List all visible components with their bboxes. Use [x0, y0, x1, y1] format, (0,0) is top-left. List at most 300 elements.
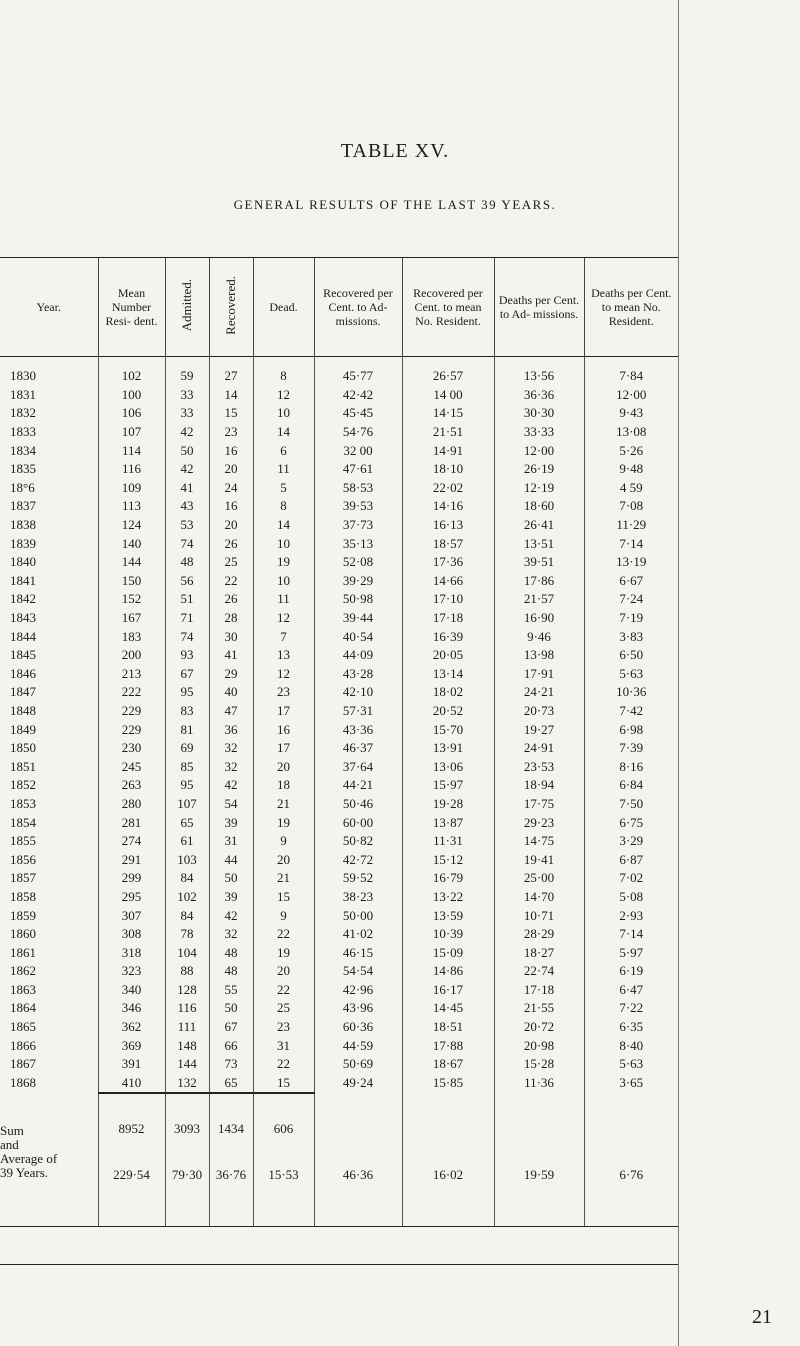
cell-mean-number: 307	[98, 906, 165, 925]
cell-admitted: 50	[165, 441, 209, 460]
cell-recovered-pct-admissions: 42·96	[314, 981, 402, 1000]
cell-deaths-pct-mean: 7·22	[584, 999, 678, 1018]
cell-year: 1857	[10, 870, 36, 886]
cell-recovered-pct-mean: 15·97	[402, 776, 494, 795]
cell-recovered: 23	[209, 423, 253, 442]
results-table	[0, 258, 678, 1226]
cell-deaths-pct-mean: 6·87	[584, 850, 678, 869]
cell-recovered-pct-admissions: 60·36	[314, 1018, 402, 1037]
cell-dead: 31	[253, 1036, 314, 1055]
table-row	[0, 590, 678, 609]
table-row	[0, 386, 678, 405]
cell-mean-number: 362	[98, 1018, 165, 1037]
cell-recovered-pct-mean: 13·06	[402, 757, 494, 776]
cell-recovered-pct-mean: 14·16	[402, 497, 494, 516]
cell-admitted: 144	[165, 1055, 209, 1074]
cell-deaths-pct-admissions: 13·98	[494, 646, 584, 665]
cell-year: 1855	[10, 833, 36, 849]
cell-deaths-pct-admissions: 21·57	[494, 590, 584, 609]
cell-year: 1854	[10, 814, 36, 830]
cell-year: 1858	[10, 888, 36, 904]
cell-admitted: 78	[165, 925, 209, 944]
cell-admitted: 88	[165, 962, 209, 981]
cell-admitted: 71	[165, 609, 209, 628]
table-body	[0, 357, 678, 1094]
cell-deaths-pct-mean: 4 59	[584, 479, 678, 498]
table-row	[0, 479, 678, 498]
cell-mean-number: 167	[98, 609, 165, 628]
cell-deaths-pct-mean: 3·29	[584, 832, 678, 851]
cell-dead: 13	[253, 646, 314, 665]
cell-admitted: 93	[165, 646, 209, 665]
cell-admitted: 83	[165, 702, 209, 721]
sum-dead: 606	[253, 1093, 314, 1138]
cell-recovered: 55	[209, 981, 253, 1000]
cell-admitted: 42	[165, 423, 209, 442]
cell-year: 1832	[10, 405, 36, 421]
cell-mean-number: 213	[98, 665, 165, 684]
cell-recovered-pct-admissions: 38·23	[314, 888, 402, 907]
cell-mean-number: 346	[98, 999, 165, 1018]
cell-recovered: 48	[209, 962, 253, 981]
cell-deaths-pct-mean: 5·97	[584, 943, 678, 962]
cell-recovered: 39	[209, 888, 253, 907]
cell-mean-number: 299	[98, 869, 165, 888]
cell-recovered: 32	[209, 757, 253, 776]
average-label-and: and	[0, 1137, 19, 1153]
cell-dead: 14	[253, 516, 314, 535]
cell-year: 1864	[10, 1000, 36, 1016]
cell-year: 1862	[10, 963, 36, 979]
cell-admitted: 128	[165, 981, 209, 1000]
cell-year: 1844	[10, 628, 36, 644]
cell-recovered-pct-admissions: 46·15	[314, 943, 402, 962]
cell-dead: 22	[253, 981, 314, 1000]
cell-recovered: 16	[209, 497, 253, 516]
cell-admitted: 59	[165, 357, 209, 386]
cell-recovered-pct-admissions: 60·00	[314, 813, 402, 832]
cell-dead: 6	[253, 441, 314, 460]
cell-deaths-pct-mean: 2·93	[584, 906, 678, 925]
cell-recovered: 32	[209, 925, 253, 944]
header-recovered	[209, 258, 253, 357]
cell-year: 1845	[10, 647, 36, 663]
cell-recovered-pct-mean: 14·66	[402, 572, 494, 591]
cell-dead: 19	[253, 943, 314, 962]
cell-mean-number: 107	[98, 423, 165, 442]
cell-recovered-pct-admissions: 40·54	[314, 627, 402, 646]
cell-recovered: 39	[209, 813, 253, 832]
cell-deaths-pct-admissions: 13·51	[494, 534, 584, 553]
table-row	[0, 423, 678, 442]
cell-deaths-pct-admissions: 23·53	[494, 757, 584, 776]
cell-admitted: 41	[165, 479, 209, 498]
cell-deaths-pct-admissions: 17·86	[494, 572, 584, 591]
table-row	[0, 534, 678, 553]
table-row	[0, 1018, 678, 1037]
bottom-rule	[0, 1226, 678, 1227]
cell-recovered-pct-admissions: 57·31	[314, 702, 402, 721]
cell-recovered-pct-admissions: 42·10	[314, 683, 402, 702]
cell-mean-number: 318	[98, 943, 165, 962]
table-row	[0, 962, 678, 981]
cell-dead: 11	[253, 460, 314, 479]
table-row	[0, 1036, 678, 1055]
cell-recovered: 27	[209, 357, 253, 386]
cell-recovered-pct-mean: 16·39	[402, 627, 494, 646]
cell-recovered-pct-mean: 11·31	[402, 832, 494, 851]
cell-recovered: 20	[209, 516, 253, 535]
cell-dead: 20	[253, 757, 314, 776]
cell-recovered-pct-admissions: 50·69	[314, 1055, 402, 1074]
cell-dead: 12	[253, 665, 314, 684]
cell-deaths-pct-mean: 5·63	[584, 1055, 678, 1074]
cell-dead: 9	[253, 832, 314, 851]
cell-recovered-pct-admissions: 47·61	[314, 460, 402, 479]
cell-recovered: 41	[209, 646, 253, 665]
cell-recovered-pct-mean: 15·12	[402, 850, 494, 869]
cell-deaths-pct-mean: 8·16	[584, 757, 678, 776]
cell-recovered-pct-mean: 18·57	[402, 534, 494, 553]
cell-recovered-pct-mean: 14·15	[402, 404, 494, 423]
cell-admitted: 65	[165, 813, 209, 832]
cell-dead: 21	[253, 869, 314, 888]
cell-recovered: 31	[209, 832, 253, 851]
table-row	[0, 572, 678, 591]
table-row	[0, 1055, 678, 1074]
table-row	[0, 553, 678, 572]
cell-deaths-pct-mean: 9·48	[584, 460, 678, 479]
cell-recovered-pct-mean: 13·87	[402, 813, 494, 832]
cell-deaths-pct-admissions: 14·75	[494, 832, 584, 851]
cell-dead: 10	[253, 572, 314, 591]
table-row	[0, 850, 678, 869]
cell-recovered: 40	[209, 683, 253, 702]
cell-admitted: 43	[165, 497, 209, 516]
cell-dead: 19	[253, 813, 314, 832]
cell-admitted: 81	[165, 720, 209, 739]
cell-recovered: 65	[209, 1074, 253, 1094]
cell-deaths-pct-admissions: 12·19	[494, 479, 584, 498]
cell-admitted: 51	[165, 590, 209, 609]
cell-deaths-pct-mean: 12·00	[584, 386, 678, 405]
cell-mean-number: 183	[98, 627, 165, 646]
cell-mean-number: 323	[98, 962, 165, 981]
cell-deaths-pct-mean: 5·63	[584, 665, 678, 684]
cell-dead: 9	[253, 906, 314, 925]
cell-year: 1852	[10, 777, 36, 793]
page-bottom-rule	[0, 1264, 678, 1265]
page-number: 21	[752, 1306, 772, 1328]
cell-mean-number: 230	[98, 739, 165, 758]
cell-mean-number: 229	[98, 720, 165, 739]
table-row	[0, 739, 678, 758]
cell-recovered-pct-mean: 16·79	[402, 869, 494, 888]
cell-recovered-pct-admissions: 50·46	[314, 795, 402, 814]
cell-deaths-pct-admissions: 13·56	[494, 357, 584, 386]
cell-recovered: 15	[209, 404, 253, 423]
cell-recovered-pct-admissions: 37·73	[314, 516, 402, 535]
cell-recovered-pct-admissions: 44·21	[314, 776, 402, 795]
cell-dead: 8	[253, 357, 314, 386]
cell-mean-number: 295	[98, 888, 165, 907]
average-label	[0, 1138, 98, 1226]
table-row	[0, 776, 678, 795]
cell-deaths-pct-admissions: 17·75	[494, 795, 584, 814]
cell-recovered-pct-mean: 17·88	[402, 1036, 494, 1055]
cell-recovered-pct-mean: 14·45	[402, 999, 494, 1018]
cell-recovered: 42	[209, 776, 253, 795]
cell-deaths-pct-admissions: 30·30	[494, 404, 584, 423]
cell-admitted: 103	[165, 850, 209, 869]
cell-admitted: 33	[165, 404, 209, 423]
cell-deaths-pct-admissions: 17·18	[494, 981, 584, 1000]
cell-year: 1849	[10, 721, 36, 737]
header-deaths-pct-admissions: Deaths per Cent. to Ad- missions.	[494, 258, 584, 357]
cell-year: 1837	[10, 498, 36, 514]
cell-recovered-pct-mean: 14 00	[402, 386, 494, 405]
cell-deaths-pct-admissions: 19·41	[494, 850, 584, 869]
cell-year: 1865	[10, 1019, 36, 1035]
table-subtitle: GENERAL RESULTS OF THE LAST 39 YEARS.	[233, 197, 557, 212]
sum-empty-1	[314, 1093, 402, 1138]
average-deaths-pct-mean: 6·76	[584, 1138, 678, 1226]
cell-deaths-pct-mean: 6·19	[584, 962, 678, 981]
cell-admitted: 84	[165, 906, 209, 925]
cell-recovered-pct-admissions: 50·00	[314, 906, 402, 925]
cell-year: 1863	[10, 981, 36, 997]
cell-deaths-pct-admissions: 36·36	[494, 386, 584, 405]
cell-recovered-pct-admissions: 39·53	[314, 497, 402, 516]
sum-recovered: 1434	[209, 1093, 253, 1138]
cell-year: 1859	[10, 907, 36, 923]
cell-admitted: 116	[165, 999, 209, 1018]
cell-year: 1838	[10, 517, 36, 533]
cell-recovered-pct-mean: 14·91	[402, 441, 494, 460]
cell-admitted: 84	[165, 869, 209, 888]
cell-year: 1831	[10, 386, 36, 402]
cell-deaths-pct-admissions: 28·29	[494, 925, 584, 944]
cell-recovered: 28	[209, 609, 253, 628]
cell-deaths-pct-mean: 6·84	[584, 776, 678, 795]
cell-recovered-pct-mean: 13·14	[402, 665, 494, 684]
cell-dead: 15	[253, 888, 314, 907]
cell-mean-number: 113	[98, 497, 165, 516]
cell-dead: 17	[253, 739, 314, 758]
cell-deaths-pct-admissions: 20·98	[494, 1036, 584, 1055]
cell-deaths-pct-admissions: 20·72	[494, 1018, 584, 1037]
cell-year: 1841	[10, 572, 36, 588]
cell-admitted: 67	[165, 665, 209, 684]
cell-deaths-pct-admissions: 18·94	[494, 776, 584, 795]
cell-recovered-pct-admissions: 59·52	[314, 869, 402, 888]
cell-dead: 23	[253, 683, 314, 702]
cell-recovered-pct-mean: 17·10	[402, 590, 494, 609]
cell-recovered-pct-admissions: 58·53	[314, 479, 402, 498]
cell-dead: 22	[253, 1055, 314, 1074]
cell-recovered: 29	[209, 665, 253, 684]
cell-admitted: 74	[165, 627, 209, 646]
cell-deaths-pct-mean: 7·08	[584, 497, 678, 516]
cell-dead: 21	[253, 795, 314, 814]
cell-admitted: 95	[165, 683, 209, 702]
sum-empty-4	[584, 1093, 678, 1138]
cell-recovered-pct-admissions: 42·72	[314, 850, 402, 869]
cell-mean-number: 114	[98, 441, 165, 460]
cell-deaths-pct-admissions: 21·55	[494, 999, 584, 1018]
header-recovered-pct-admissions: Recovered per Cent. to Ad- missions.	[314, 258, 402, 357]
cell-recovered-pct-mean: 18·51	[402, 1018, 494, 1037]
cell-recovered-pct-admissions: 37·64	[314, 757, 402, 776]
cell-deaths-pct-mean: 7·14	[584, 925, 678, 944]
cell-deaths-pct-admissions: 19·27	[494, 720, 584, 739]
cell-recovered: 14	[209, 386, 253, 405]
cell-recovered-pct-admissions: 39·29	[314, 572, 402, 591]
cell-year: 1856	[10, 851, 36, 867]
cell-dead: 7	[253, 627, 314, 646]
cell-admitted: 102	[165, 888, 209, 907]
cell-recovered: 25	[209, 553, 253, 572]
table-row	[0, 925, 678, 944]
average-recovered: 36·76	[209, 1138, 253, 1226]
cell-dead: 19	[253, 553, 314, 572]
cell-recovered: 67	[209, 1018, 253, 1037]
cell-mean-number: 291	[98, 850, 165, 869]
cell-deaths-pct-admissions: 9·46	[494, 627, 584, 646]
cell-year: 1853	[10, 795, 36, 811]
cell-deaths-pct-mean: 11·29	[584, 516, 678, 535]
cell-dead: 15	[253, 1074, 314, 1094]
cell-deaths-pct-admissions: 33·33	[494, 423, 584, 442]
cell-deaths-pct-mean: 7·14	[584, 534, 678, 553]
cell-recovered-pct-admissions: 43·28	[314, 665, 402, 684]
cell-mean-number: 369	[98, 1036, 165, 1055]
cell-dead: 10	[253, 404, 314, 423]
cell-year: 1848	[10, 702, 36, 718]
cell-recovered-pct-admissions: 54·76	[314, 423, 402, 442]
cell-recovered: 54	[209, 795, 253, 814]
cell-mean-number: 116	[98, 460, 165, 479]
cell-admitted: 104	[165, 943, 209, 962]
table-row	[0, 441, 678, 460]
cell-recovered-pct-mean: 17·18	[402, 609, 494, 628]
cell-dead: 12	[253, 386, 314, 405]
average-recovered-pct-mean: 16·02	[402, 1138, 494, 1226]
cell-year: 1840	[10, 554, 36, 570]
header-admitted-text: Admitted.	[179, 279, 194, 332]
cell-mean-number: 150	[98, 572, 165, 591]
cell-admitted: 69	[165, 739, 209, 758]
cell-recovered-pct-mean: 13·59	[402, 906, 494, 925]
cell-dead: 18	[253, 776, 314, 795]
cell-recovered-pct-admissions: 44·59	[314, 1036, 402, 1055]
cell-mean-number: 140	[98, 534, 165, 553]
cell-deaths-pct-admissions: 24·21	[494, 683, 584, 702]
cell-recovered-pct-mean: 16·17	[402, 981, 494, 1000]
cell-admitted: 148	[165, 1036, 209, 1055]
cell-recovered-pct-mean: 21·51	[402, 423, 494, 442]
cell-recovered-pct-admissions: 39·44	[314, 609, 402, 628]
cell-mean-number: 281	[98, 813, 165, 832]
cell-recovered-pct-admissions: 49·24	[314, 1074, 402, 1094]
cell-dead: 10	[253, 534, 314, 553]
cell-mean-number: 100	[98, 386, 165, 405]
table-row	[0, 1074, 678, 1094]
cell-recovered-pct-admissions: 35·13	[314, 534, 402, 553]
cell-mean-number: 391	[98, 1055, 165, 1074]
cell-recovered-pct-admissions: 32 00	[314, 441, 402, 460]
cell-recovered-pct-admissions: 52·08	[314, 553, 402, 572]
cell-recovered: 66	[209, 1036, 253, 1055]
cell-year: 1839	[10, 535, 36, 551]
cell-mean-number: 263	[98, 776, 165, 795]
cell-year: 1851	[10, 758, 36, 774]
cell-dead: 22	[253, 925, 314, 944]
cell-deaths-pct-mean: 10·36	[584, 683, 678, 702]
cell-dead: 25	[253, 999, 314, 1018]
sum-mean-number: 8952	[98, 1093, 165, 1138]
cell-deaths-pct-mean: 5·26	[584, 441, 678, 460]
table-row	[0, 832, 678, 851]
cell-recovered-pct-admissions: 41·02	[314, 925, 402, 944]
table-row	[0, 906, 678, 925]
cell-dead: 14	[253, 423, 314, 442]
cell-deaths-pct-admissions: 14·70	[494, 888, 584, 907]
cell-dead: 5	[253, 479, 314, 498]
cell-admitted: 56	[165, 572, 209, 591]
header-year: Year.	[0, 258, 98, 357]
cell-deaths-pct-mean: 9·43	[584, 404, 678, 423]
cell-deaths-pct-admissions: 15·28	[494, 1055, 584, 1074]
cell-mean-number: 245	[98, 757, 165, 776]
cell-recovered-pct-admissions: 54·54	[314, 962, 402, 981]
sum-empty-3	[494, 1093, 584, 1138]
cell-mean-number: 144	[98, 553, 165, 572]
cell-admitted: 95	[165, 776, 209, 795]
table-row	[0, 516, 678, 535]
header-deaths-pct-mean: Deaths per Cent. to mean No. Resident.	[584, 258, 678, 357]
cell-recovered-pct-admissions: 43·96	[314, 999, 402, 1018]
header-recovered-text: Recovered.	[223, 276, 238, 335]
cell-year: 1835	[10, 461, 36, 477]
cell-deaths-pct-mean: 7·39	[584, 739, 678, 758]
average-dead: 15·53	[253, 1138, 314, 1226]
cell-mean-number: 106	[98, 404, 165, 423]
cell-recovered-pct-admissions: 44·09	[314, 646, 402, 665]
cell-recovered: 47	[209, 702, 253, 721]
cell-admitted: 42	[165, 460, 209, 479]
cell-admitted: 85	[165, 757, 209, 776]
table-row	[0, 497, 678, 516]
cell-year: 1834	[10, 442, 36, 458]
table-row	[0, 943, 678, 962]
cell-deaths-pct-mean: 7·19	[584, 609, 678, 628]
cell-recovered-pct-admissions: 43·36	[314, 720, 402, 739]
cell-deaths-pct-mean: 7·84	[584, 357, 678, 386]
cell-dead: 17	[253, 702, 314, 721]
header-dead: Dead.	[253, 258, 314, 357]
cell-deaths-pct-admissions: 18·27	[494, 943, 584, 962]
average-admitted: 79·30	[165, 1138, 209, 1226]
cell-deaths-pct-admissions: 39·51	[494, 553, 584, 572]
table-row	[0, 460, 678, 479]
cell-deaths-pct-mean: 6·67	[584, 572, 678, 591]
cell-recovered-pct-mean: 10·39	[402, 925, 494, 944]
cell-mean-number: 340	[98, 981, 165, 1000]
cell-deaths-pct-admissions: 12·00	[494, 441, 584, 460]
cell-admitted: 48	[165, 553, 209, 572]
cell-recovered: 73	[209, 1055, 253, 1074]
